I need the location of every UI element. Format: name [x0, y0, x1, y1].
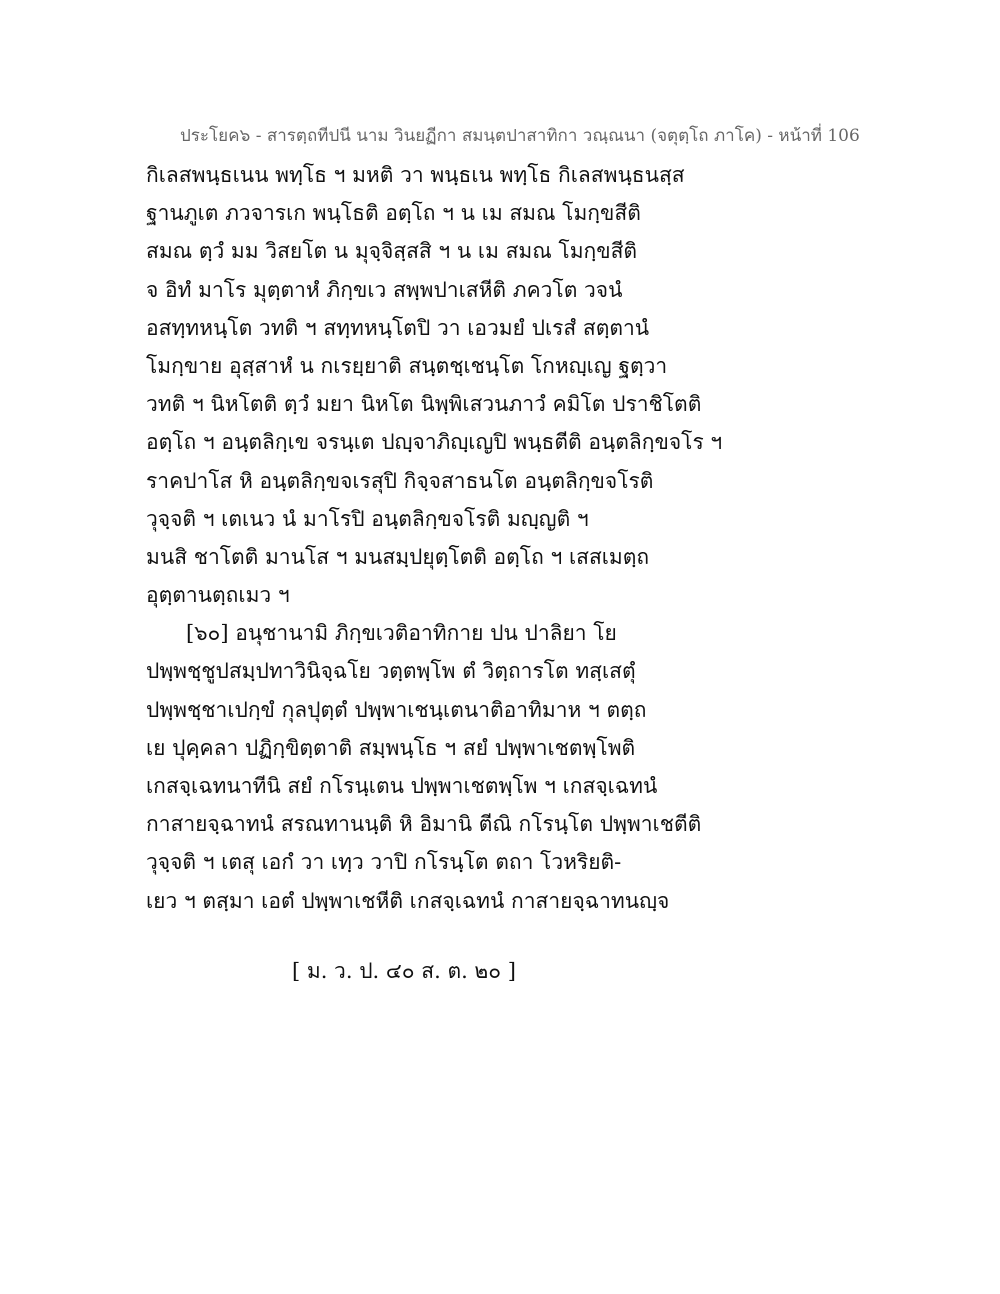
text-line: เกสจฺเฉทนาทีนิ สยํ กโรนฺเตน ปพฺพาเชตพฺโพ ฯ เกสจฺเฉทนํ [146, 774, 658, 798]
running-header: ประโยค๖ - สารตฺถทีปนี นาม วินยฏีกา สมนฺตปาสาทิกา วณฺณนา (จตุตฺโถ ภาโค) - หน้าที่ 106 [180, 126, 860, 146]
text-line: ฐานภูเต ภวจารเก พนฺโธติ อตฺโถ ฯ น เม สมณ โมกฺขสีติ [146, 201, 641, 226]
text-line: วุจฺจติ ฯ เตเนว นํ มาโรปิ อนฺตลิกฺขจโรติ มญฺญติ ฯ [146, 506, 589, 531]
text-line: ราคปาโส หิ อนฺตลิกฺขจเรสุปิ กิจฺจสาธนโต อนฺตลิกฺขจโรติ [146, 468, 654, 493]
text-line: ปพฺพชฺชาเปกฺขํ กุลปุตฺตํ ปพฺพาเชนฺเตนาติอาทิมาห ฯ ตตฺถ [146, 697, 647, 722]
text-line: ปพฺพชฺชูปสมฺปทาวินิจฺฉโย วตฺตพฺโพ ตํ วิตฺถารโต ทสฺเสตุํ [146, 659, 636, 684]
paragraph-start-line: [๖๐] อนุชานามิ ภิกฺขเวติอาทิกาย ปน ปาลิยา โย [186, 621, 617, 646]
body-text [146, 158, 866, 922]
text-line: อสทฺทหนฺโต วทติ ฯ สทฺทหนฺโตปิ วา เอวมยํ ปเรสํ สตฺตานํ [146, 315, 650, 340]
text-line: กิเลสพนฺธเนน พทฺโธ ฯ มหติ วา พนฺธเน พทฺโธ กิเลสพนฺธนสฺส [146, 163, 685, 187]
text-line: เย ปุคฺคลา ปฏิกฺขิตฺตาติ สมฺพนฺโธ ฯ สยํ ปพฺพาเชตพฺโพติ [146, 735, 636, 760]
text-line: อตฺโถ ฯ อนฺตลิกฺเข จรนฺเต ปญฺจาภิญฺเญปิ พนฺธตีติ อนฺตลิกฺขจโร ฯ [146, 430, 723, 455]
text-line: สมณ ตฺวํ มม วิสยโต น มุจฺจิสฺสสิ ฯ น เม สมณ โมกฺขสีติ [146, 239, 638, 264]
text-line: กาสายจฺฉาทนํ สรณทานนฺติ หิ อิมานิ ตีณิ กโรนฺโต ปพฺพาเชตีติ [146, 812, 702, 837]
text-line: โมกฺขาย อุสฺสาหํ น กเรยฺยาติ สนฺตชฺเชนฺโต โกหญฺเญ ฐตฺวา [146, 353, 668, 378]
footnote-reference: [ ม. ว. ป. ๔๐ ส. ต. ๒๐ ] [292, 959, 516, 983]
text-line: วทติ ฯ นิหโตติ ตฺวํ มยา นิหโต นิพฺพิเสวนภาวํ คมิโต ปราชิโตติ [146, 392, 702, 417]
text-line: มนสิ ชาโตติ มานโส ฯ มนสมฺปยุตฺโตติ อตฺโถ ฯ เสสเมตฺถ [146, 544, 650, 569]
text-line: วุจฺจติ ฯ เตสุ เอกํ วา เทฺว วาปิ กโรนฺโต ตถา โวหริยติ- [146, 850, 622, 875]
text-line: จ อิทํ มาโร มุตฺตาหํ ภิกฺขเว สพฺพปาเสหีติ ภควโต วจนํ [146, 277, 623, 302]
text-line: เยว ฯ ตสฺมา เอตํ ปพฺพาเชหีติ เกสจฺเฉทนํ กาสายจฺฉาทนญฺจ [146, 888, 670, 913]
text-line: อุตฺตานตฺถเมว ฯ [146, 583, 290, 608]
